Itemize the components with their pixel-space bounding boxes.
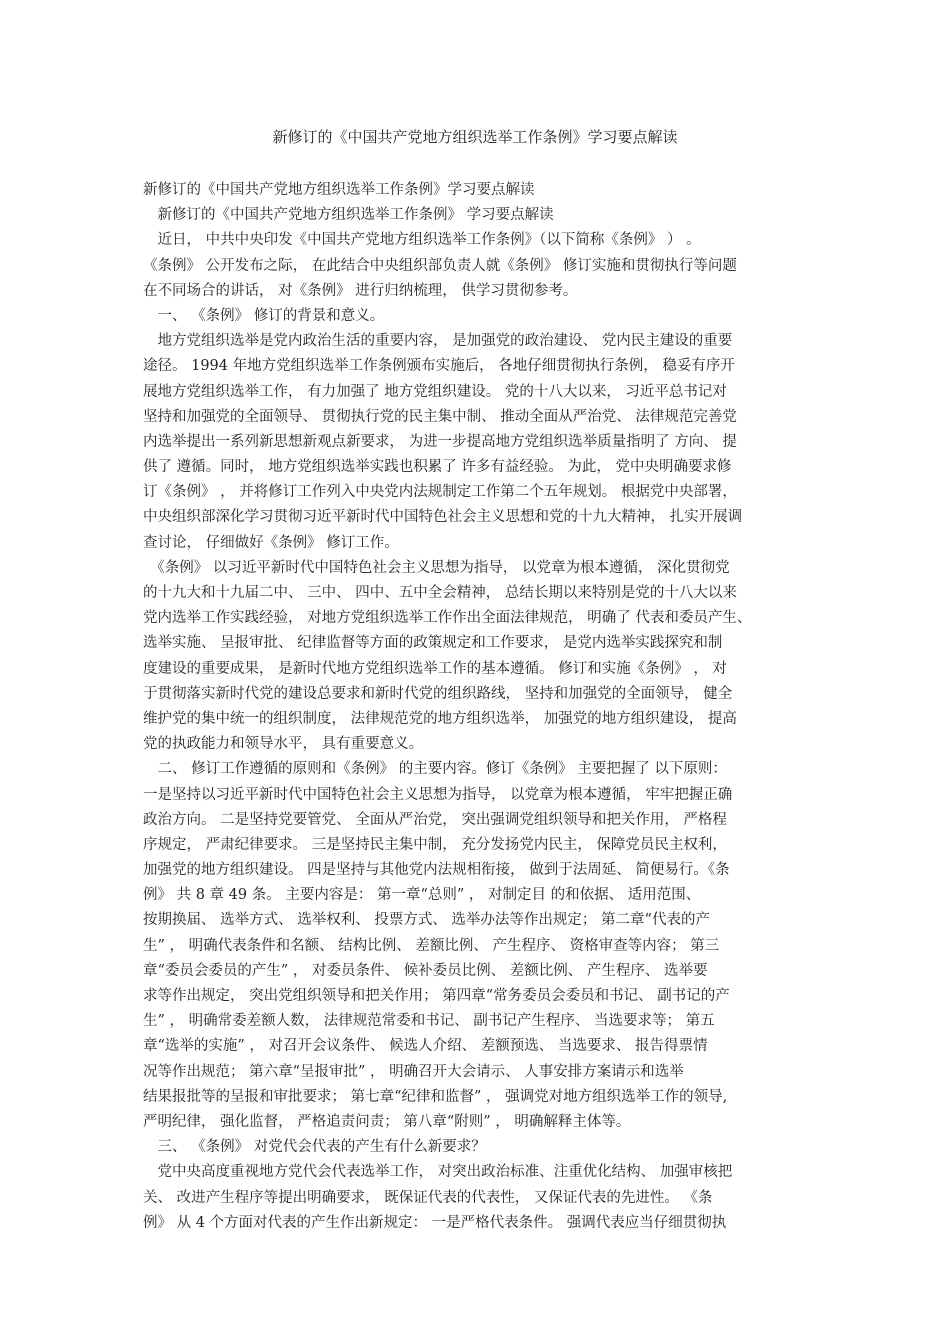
text-line: 生” ， 明确常委差额人数， 法律规范常委和书记、 副书记产生程序、 当选要求等； 第五 xyxy=(143,1013,715,1030)
text-line: 章“委员会委员的产生” ， 对委员条件、 候补委员比例、 差额比例、 产生程序、 选举要 xyxy=(143,962,708,979)
text-line: 《条例》 以习近平新时代中国特色社会主义思想为指导， 以党章为根本遵循， 深化贯彻党 xyxy=(143,559,730,576)
text-line: 坚持和加强党的全面领导、 贯彻执行党的民主集中制、 推动全面从严治党、 法律规范完善党 xyxy=(143,408,737,425)
text-line: 新修订的《中国共产党地方组织选举工作条例》学习要点解读 xyxy=(143,182,535,198)
text-line: 维护党的集中统一的组织制度， 法律规范党的地方组织选举， 加强党的地方组织建设， 提高 xyxy=(143,710,737,727)
text-line: 结果报批等的呈报和审批要求； 第七章“纪律和监督” ， 强调党对地方组织选举工作的领导, xyxy=(143,1088,728,1105)
text-line: 党中央高度重视地方党代会代表选举工作， 对突出政治标准、注重优化结构、 加强审核把 xyxy=(143,1164,733,1181)
text-line: 严明纪律， 强化监督， 严格追责问责； 第八章“附则” ， 明确解释主体等。 xyxy=(143,1113,631,1130)
text-line: 度建设的重要成果， 是新时代地方党组织选举工作的基本遵循。 修订和实施《条例》 ， 对 xyxy=(143,660,727,677)
document-body xyxy=(143,178,833,1236)
document-title: 新修订的《中国共产党地方组织选举工作条例》学习要点解读 xyxy=(272,128,678,146)
text-line: 加强党的地方组织建设。 四是坚持与其他党内法规相衔接， 做到于法周延、 简便易行。《条 xyxy=(143,862,730,879)
text-line: 途径。 1994 年地方党组织选举工作条例颁布实施后， 各地仔细贯彻执行条例， 稳妥有序开 xyxy=(143,358,735,375)
text-line: 政治方向。 二是坚持党要管党、 全面从严治党， 突出强调党组织领导和把关作用， 严格程 xyxy=(143,811,727,828)
text-line: 近日， 中共中央印发《中国共产党地方组织选举工作条例》（以下简称《条例》 ） 。 xyxy=(143,232,701,249)
text-line: 一是坚持以习近平新时代中国特色社会主义思想为指导， 以党章为根本遵循， 牢牢把握正确 xyxy=(143,786,733,803)
text-line: 例》 共 8 章 49 条。 主要内容是： 第一章“总则” ， 对制定目 的和依据、 适用范围、 xyxy=(143,887,701,904)
text-line: 例》 从 4 个方面对代表的产生作出新规定： 一是严格代表条件。 强调代表应当仔细贯彻执 xyxy=(143,1214,727,1231)
text-line: 按期换届、 选举方式、 选举权利、 投票方式、 选举办法等作出规定； 第二章“代表的产 xyxy=(143,912,710,929)
text-line: 党内选举工作实践经验， 对地方党组织选举工作作出全面法律规范， 明确了 代表和委员产生、 xyxy=(143,610,752,627)
text-line: 况等作出规范； 第六章“呈报审批” ， 明确召开大会请示、 人事安排方案请示和选举 xyxy=(143,1063,684,1080)
text-line: 求等作出规定， 突出党组织领导和把关作用； 第四章“常务委员会委员和书记、 副书记的产 xyxy=(143,988,730,1004)
text-line: 新修订的《中国共产党地方组织选举工作条例》 学习要点解读 xyxy=(143,207,554,224)
text-line: 选举实施、 呈报审批、 纪律监督等方面的政策规定和工作要求， 是党内选举实践探究和制 xyxy=(143,635,723,652)
text-line: 内选举提出一系列新思想新观点新要求， 为进一步提高地方党组织选举质量指明了 方向、 提 xyxy=(143,433,737,450)
text-line: 订《条例》 ， 并将修订工作列入中央党内法规制定工作第二个五年规划。 根据党中央部署， xyxy=(143,484,737,501)
text-line: 三、 《条例》 对党代会代表的产生有什么新要求？ xyxy=(143,1139,486,1156)
text-line: 序规定， 严肃纪律要求。 三是坚持民主集中制， 充分发扬党内民主， 保障党员民主权利， xyxy=(143,836,727,853)
text-line: 关、 改进产生程序等提出明确要求， 既保证代表的代表性， 又保证代表的先进性。 《条 xyxy=(143,1189,713,1206)
text-line: 查讨论， 仔细做好《条例》 修订工作。 xyxy=(143,534,399,551)
text-line: 展地方党组织选举工作， 有力加强了 地方党组织建设。 党的十八大以来， 习近平总书记对 xyxy=(143,383,727,400)
text-line: 的十九大和十九届二中、 三中、 四中、五中全会精神， 总结长期以来特别是党的十八大以来 xyxy=(143,585,737,601)
text-line: 二、 修订工作遵循的原则和《条例》 的主要内容。修订《条例》 主要把握了 以下原则： xyxy=(143,761,727,778)
text-line: 一、 《条例》 修订的背景和意义。 xyxy=(143,307,385,324)
text-line: 党的执政能力和领导水平， 具有重要意义。 xyxy=(143,736,424,753)
text-line: 于贯彻落实新时代党的建设总要求和新时代党的组织路线， 坚持和加强党的全面领导， 健全 xyxy=(143,685,733,702)
text-line: 《条例》 公开发布之际， 在此结合中央组织部负责人就《条例》 修订实施和贯彻执行等问题 xyxy=(143,257,737,274)
text-line: 中央组织部深化学习贯彻习近平新时代中国特色社会主义思想和党的十九大精神， 扎实开展调 xyxy=(143,509,743,526)
text-line: 供了 遵循。同时， 地方党组织选举实践也积累了 许多有益经验。 为此， 党中央明确要求修 xyxy=(143,459,732,476)
text-line: 在不同场合的讲话， 对《条例》 进行归纳梳理， 供学习贯彻参考。 xyxy=(143,282,578,299)
text-line: 章“选举的实施” ， 对召开会议条件、 候选人介绍、 差额预选、 当选要求、 报告得票情 xyxy=(143,1038,708,1055)
text-line: 生” ， 明确代表条件和名额、 结构比例、 差额比例、 产生程序、 资格审查等内容； 第三 xyxy=(143,937,720,954)
text-line: 地方党组织选举是党内政治生活的重要内容， 是加强党的政治建设、 党内民主建设的重要 xyxy=(143,333,733,350)
